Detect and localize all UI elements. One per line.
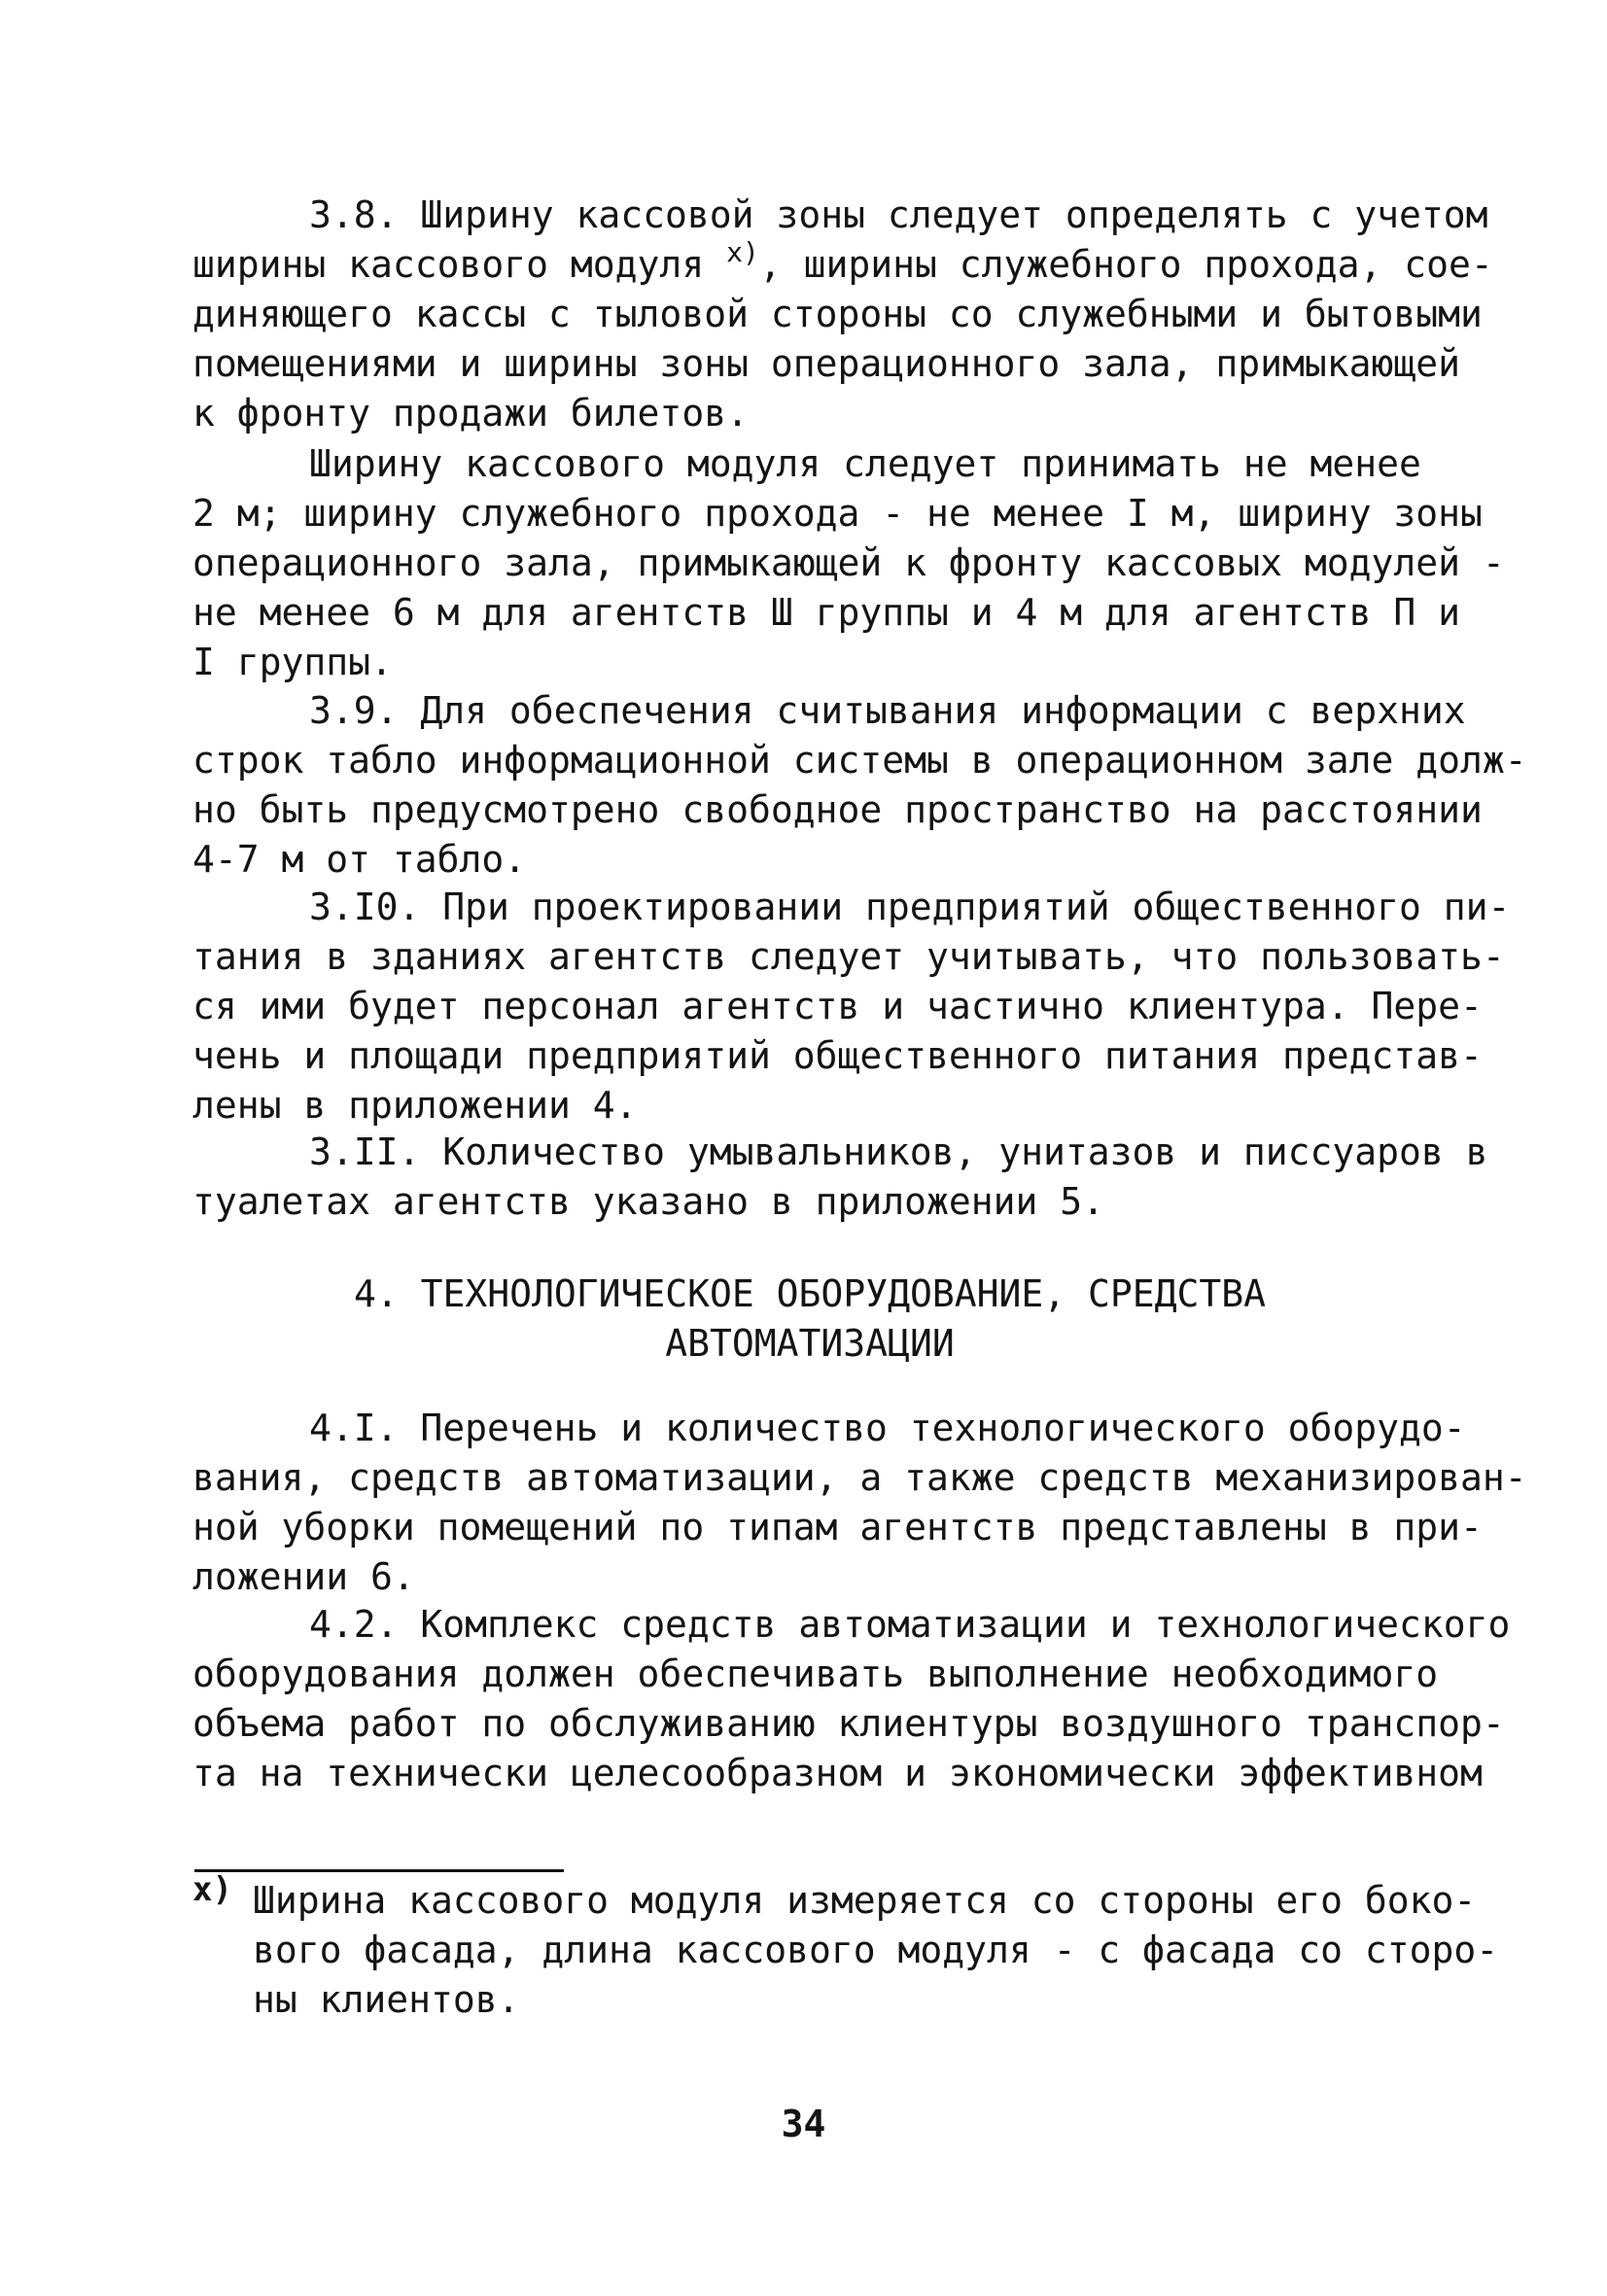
text-line: 3.9. Для обеспечения считывания информации с верхних (309, 689, 1466, 732)
paragraph-3-9 (192, 686, 1527, 885)
text-line: 3.8. Ширину кассовой зоны следует определять с учетом (309, 193, 1488, 236)
text-line: ной уборки помещений по типам агентств представлены в при- (192, 1506, 1483, 1548)
text-line: та на технически целесообразном и экономически эффективном (192, 1752, 1483, 1794)
text-line: 4-7 м от табло. (192, 838, 527, 881)
paragraph-4-1 (192, 1404, 1527, 1602)
paragraph-3-11 (192, 1128, 1488, 1227)
text-line: операционного зала, примыкающей к фронту кассовых модулей - (192, 541, 1505, 584)
text-fragment: , ширины служебного прохода, сое- (758, 243, 1493, 286)
text-line: 2 м; ширину служебного прохода - не менее I м, ширину зоны (192, 492, 1483, 535)
footnote-divider (194, 1869, 564, 1872)
heading-line: АВТОМАТИЗАЦИИ (665, 1322, 955, 1365)
text-line: 4.2. Комплекс средств автоматизации и технологического (309, 1603, 1511, 1646)
paragraph-4-2 (192, 1600, 1511, 1798)
page-number: 34 (781, 2103, 826, 2145)
footnote-line: ны клиентов. (253, 1978, 520, 2021)
paragraph-3-8 (192, 191, 1493, 438)
paragraph-3-10 (192, 883, 1511, 1131)
text-line: строк табло информационной системы в операционном зале долж- (192, 739, 1527, 782)
footnote-mark: x) (192, 1870, 232, 1909)
text-line: тания в зданиях агентств следует учитывать, что пользовать- (192, 935, 1505, 978)
text-line: диняющего кассы с тыловой стороны со служебными и бытовыми (192, 293, 1483, 335)
footnote-line: Ширина кассового модуля измеряется со стороны его боко- (253, 1879, 1477, 1922)
text-line: оборудования должен обеспечивать выполнение необходимого (192, 1652, 1439, 1695)
text-line: чень и площади предприятий общественного питания представ- (192, 1034, 1483, 1077)
section-heading (192, 1270, 1427, 1369)
text-line: 4.I. Перечень и количество технологического оборудо- (309, 1407, 1466, 1449)
text-line: помещениями и ширины зоны операционного зала, примыкающей (192, 342, 1461, 385)
text-line: вания, средств автоматизации, а также средств механизирован- (192, 1456, 1527, 1499)
text-line: ложении 6. (192, 1555, 415, 1598)
text-line: лены в приложении 4. (192, 1084, 638, 1127)
text-line: но быть предусмотрено свободное пространство на расстоянии (192, 788, 1483, 831)
footnote (192, 1870, 1499, 2025)
text-line: 3.I0. При проектировании предприятий общественного пи- (309, 886, 1511, 928)
footnote-text (192, 1876, 1499, 2025)
text-line: ся ими будет персонал агентств и частично клиентура. Пере- (192, 985, 1483, 1027)
text-line: I группы. (192, 641, 393, 683)
text-line: к фронту продажи билетов. (192, 392, 749, 435)
text-line: туалетах агентств указано в приложении 5. (192, 1180, 1104, 1223)
paragraph-3-8-cont (192, 439, 1505, 687)
text-line-with-footnote-ref (192, 236, 1493, 290)
text-line: Ширину кассового модуля следует принимать не менее (309, 442, 1421, 485)
footnote-reference: x) (726, 236, 759, 268)
heading-line: 4. ТЕХНОЛОГИЧЕСКОЕ ОБОРУДОВАНИЕ, СРЕДСТВА (354, 1272, 1266, 1315)
text-line: не менее 6 м для агентств Ш группы и 4 м для агентств П и (192, 591, 1461, 634)
text-line: 3.II. Количество умывальников, унитазов и писсуаров в (309, 1131, 1488, 1173)
text-fragment: ширины кассового модуля (192, 243, 705, 286)
footnote-line: вого фасада, длина кассового модуля - с фасада со сторо- (253, 1929, 1499, 1971)
text-line: объема работ по обслуживанию клиентуры воздушного транспор- (192, 1702, 1505, 1745)
